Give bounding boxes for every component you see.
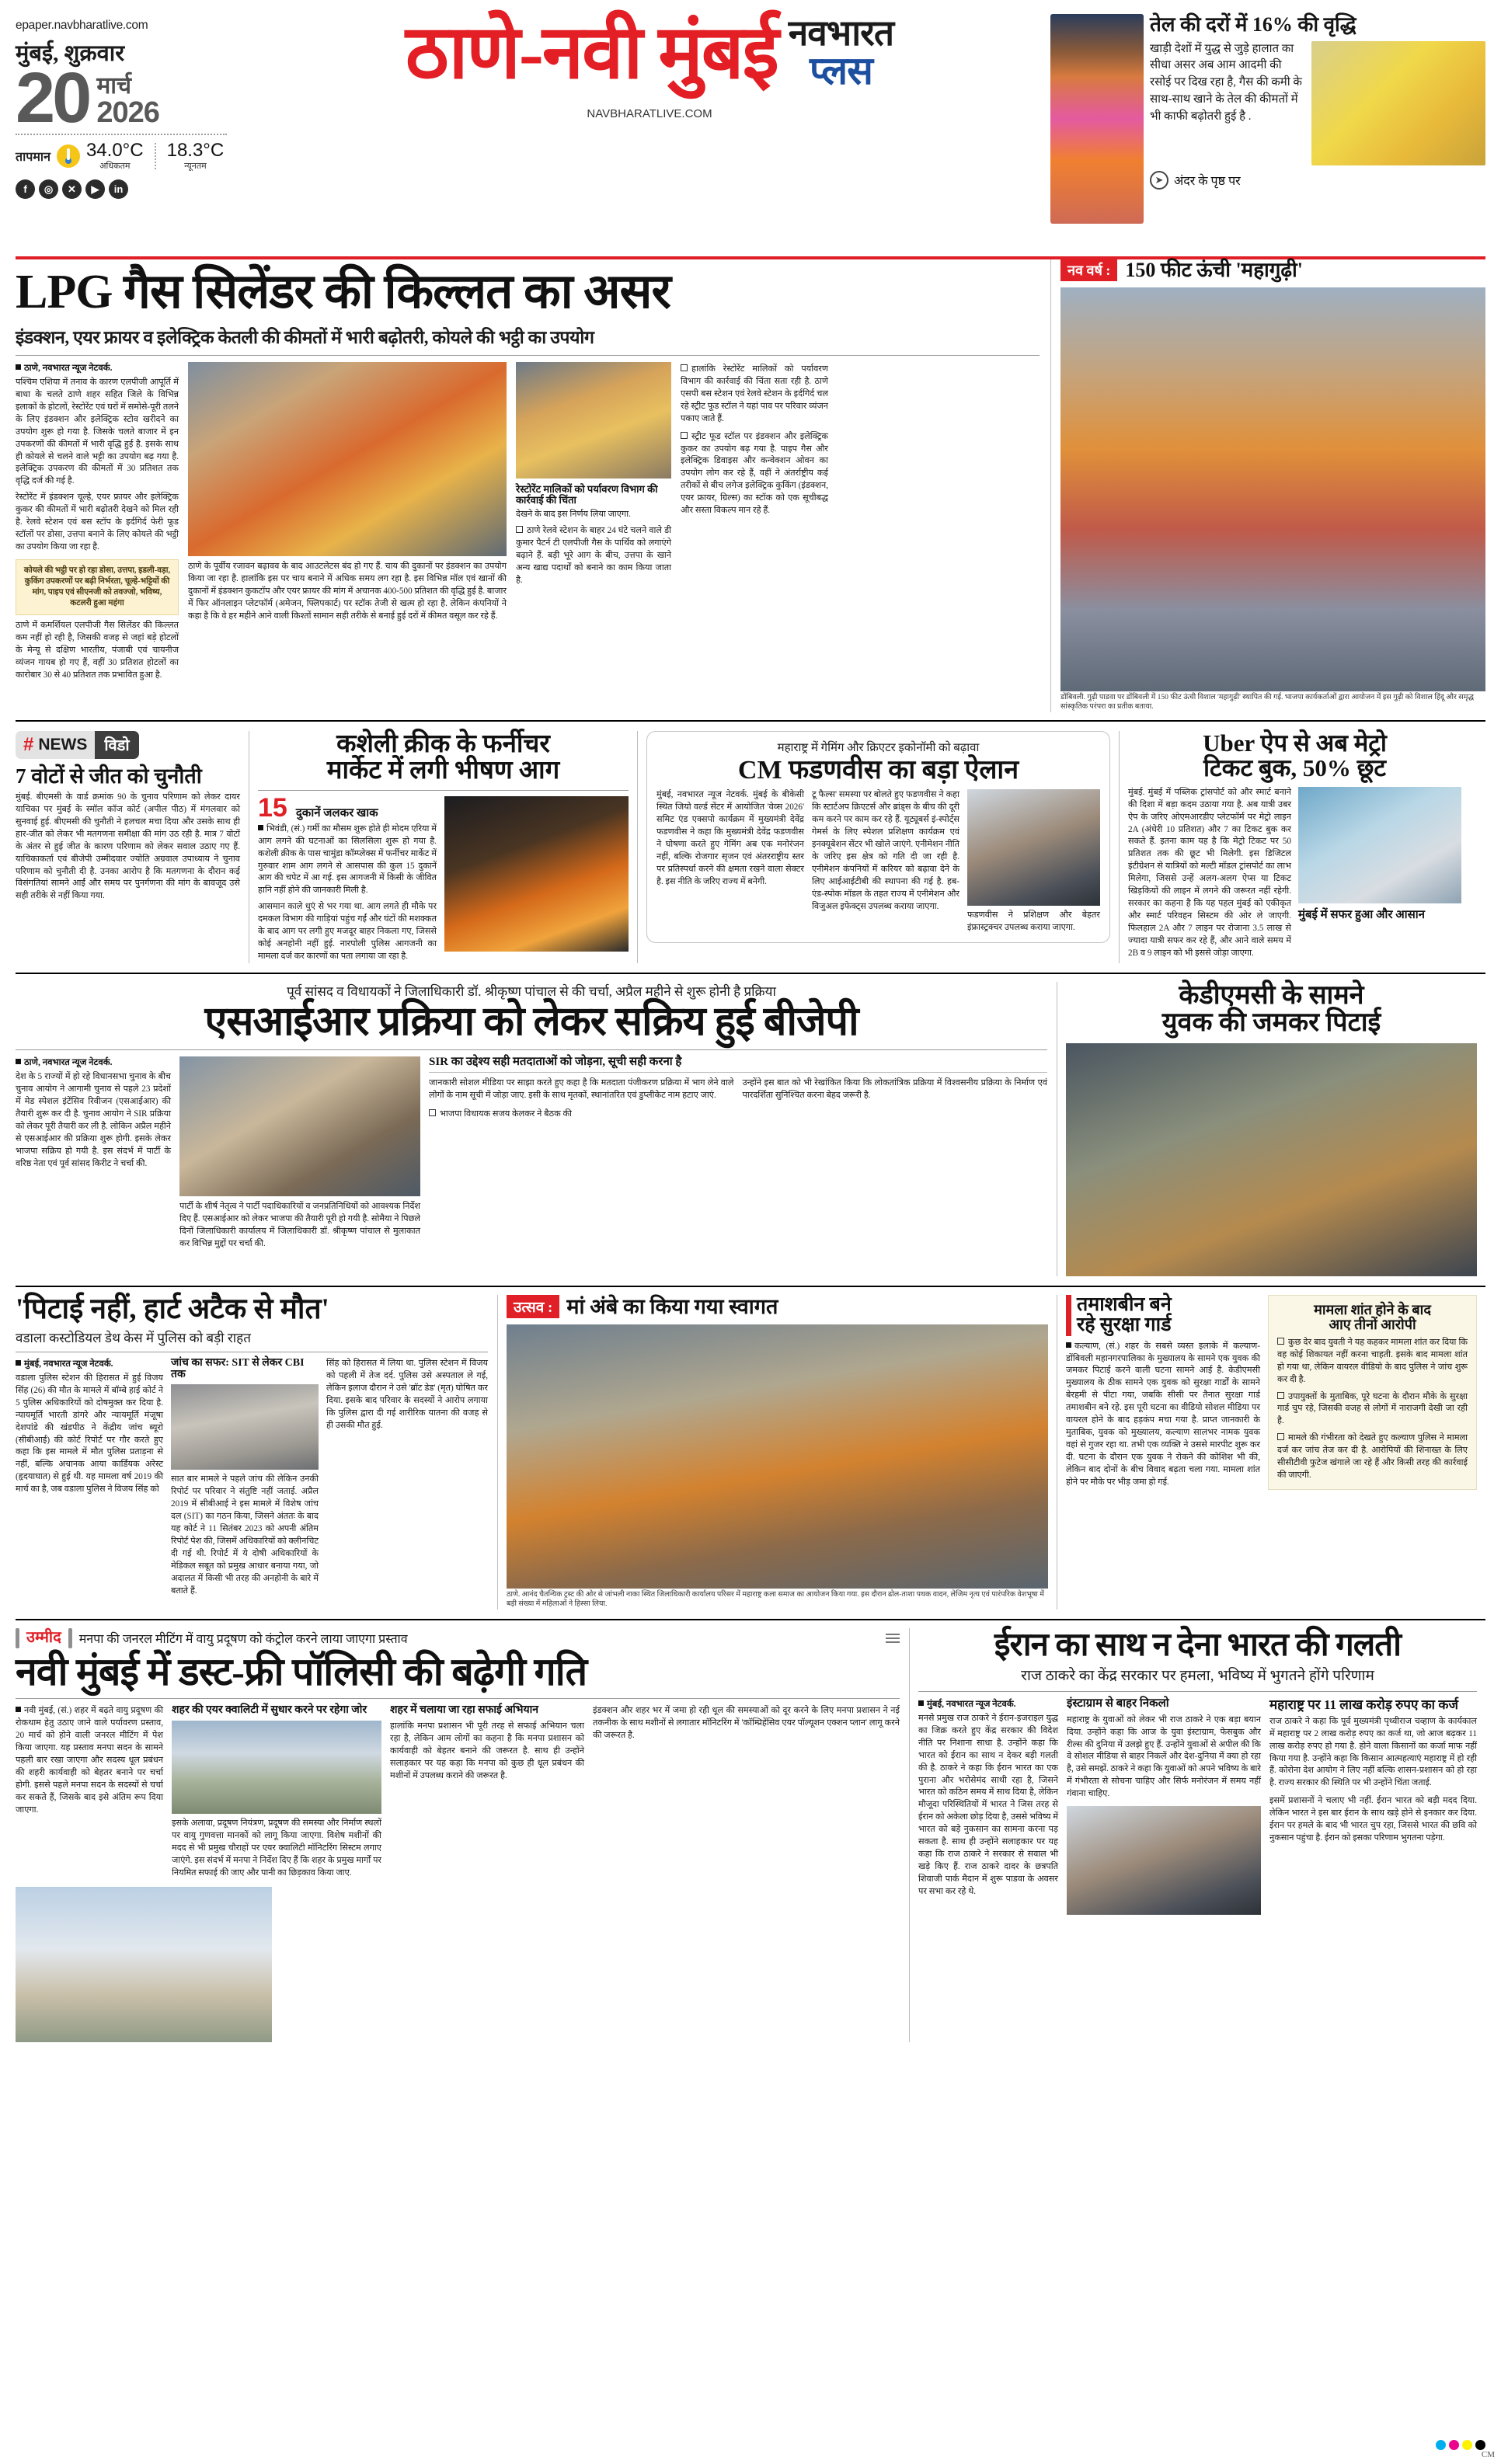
twitter-x-icon[interactable]: ✕ <box>62 179 82 199</box>
temperature-separator <box>155 143 156 169</box>
red-accent-bar <box>1066 1295 1071 1336</box>
heart-subhead: वडाला कस्टोडियल डेथ केस में पुलिस को बड़ी राहत <box>16 1330 251 1345</box>
hash-icon: # <box>23 733 34 755</box>
fourth-band <box>0 1295 1501 1610</box>
fire-body2: आसमान काले धुएं से भर गया था. आग लगते ही मौके पर दमकल विभाग की गाड़ियां पहुंच गईं और घंटों की मशक्कत के बाद आग पर लगी हुए मजदूर बाहर निकला गए, जिससे कोई अनहोनी नहीं हुई. नारपोली पुलिस आगजनी का मामला दर्ज कर कारणों का पता लगाया जा रहा है. <box>258 902 437 961</box>
news-video-body: मुंबई. बीएमसी के वार्ड क्रमांक 90 के चुनाव परिणाम को लेकर दायर याचिका पर मुंबई के स्मॉल कॉज कोर्ट (अपील पीठ) में मंगलवार को सुनवाई हुई. बीएमसी की चुनौती ने हलचल मचा दिया और उसके साथ ही हार-जीत को लेकर भी मतगणना समीक्षा की मांग उठ रही है. मात्र 7 वोटों के अंतर से हुई जीत के कारण परिणाम को लेकर सवाल उठाए गए हैं. याचिकाकर्ता एवं बीजेपी उम्मीदवार ज्योति अग्रवाल उपाध्याय ने चुनाव परिणाम को चुनौती दी है. उनका आरोप है कि मतगणना के दौरान कई विसंगतियां सामने आईं और समय पर पुनर्गणना की मांग के बावजूद उसे सही तरीके से नहीं किया गया. <box>16 792 240 901</box>
lead-bullet-2: हालांकि रेस्टोरेंट मालिकों को पर्यावरण विभाग की कार्रवाई की चिंता सता रही है. ठाणे एसपी बस स्टेशन एवं रेलवे स्टेशन के इर्दगिर्द चल रहे स्ट्रीट फूड स्टॉल ने यहां पाव पर परिवार व्यंजन पकाए जाते हैं. <box>681 364 828 423</box>
temperature-max-label: अधिकतम <box>99 162 131 172</box>
bullet-square-icon <box>16 364 21 370</box>
bullet-square-icon-heart <box>16 1360 21 1366</box>
masthead-logo <box>249 11 1050 120</box>
temperature-row <box>16 140 249 172</box>
lead-col-4 <box>681 362 828 682</box>
date-year: 2026 <box>96 96 159 130</box>
lead-story <box>0 259 1501 712</box>
heart-col1: वडाला पुलिस स्टेशन की हिरासत में हुई विजय सिंह (26) की मौत के मामले में बॉम्बे हाई कोर्ट ने 5 पुलिस अधिकारियों को दोषमुक्त कर दिया है. न्यायमूर्ति भारती डांगरे और न्यायमूर्ति मंजूषा देशपांडे की खंडपीठ ने केंद्रीय जांच ब्यूरो (सीबीआई) की कोर्ट रिपोर्ट पर गौर करते हुए कहा कि इस मामले में मौत पुलिस प्रताड़ना से नहीं, बल्कि अचानक आया कार्डियक अरेस्ट (हृदयाघात) से हुई थी. यह मामला वर्ष 2019 की मार्च का है, जब वडाला पुलिस ने विजय सिंह को <box>16 1373 163 1495</box>
second-band <box>0 731 1501 963</box>
brand-block <box>788 13 894 92</box>
uber-headline-line2: टिकट बुक, 50% छूट <box>1203 754 1386 782</box>
dust-col3-head: शहर में चलाया जा रहा सफाई अभियान <box>390 1704 539 1717</box>
nav-varsh-story <box>1050 259 1485 712</box>
dust-photo-building <box>16 1887 272 2042</box>
dust-photo-city <box>172 1721 381 1814</box>
raj-thackeray-photo <box>1067 1806 1261 1915</box>
fire-story <box>249 731 637 963</box>
lead-infobox: कोयले की भट्ठी पर हो रहा डोसा, उत्तपा, इडली-वड़ा, कुकिंग उपकरणों पर बढ़ी निर्भरता, चूल्हे-भट्टियों की मांग, पाइप एवं सीएनजी को तवज्जो, भविष्य, कटलरी हुआ महंगा <box>16 559 179 616</box>
news-video-headline: 7 वोटों से जीत को चुनौती <box>16 764 202 788</box>
checkbox-icon-acc2 <box>1277 1392 1284 1399</box>
dust-tag: उम्मीद <box>26 1629 61 1647</box>
sir-box-b2: उन्होंने इस बात को भी रेखांकित किया कि लोकतांत्रिक प्रक्रिया में विश्वसनीय प्रक्रिया के निर्माण एवं पारदर्शिता सुनिश्चित करना बेहद जरूरी है. <box>742 1078 1047 1100</box>
dust-col2: इसके अलावा, प्रदूषण नियंत्रण, प्रदूषण की समस्या और निर्माण स्थलों पर वायु गुणवत्ता मानकों को लागू किया जाएगा. विशेष मशीनों की मदद से भी प्रमुख चौराहों पर एयर क्वालिटी मॉनिटरिंग सिस्टम लगाए जाएंगे. इस संदर्भ में मनपा ने निर्देश दिए हैं कि शहर के प्रमुख मार्गों पर नियमित सफाई की जाए और पानी का छिड़काव किया जाए. <box>172 1818 381 1878</box>
third-band <box>0 982 1501 1276</box>
accused-item-3: मामले की गंभीरता को देखते हुए कल्याण पुलिस ने मामला दर्ज कर जांच तेज कर दी है. आरोपियों की शिनाख्त के लिए सीसीटीवी फुटेज खंगाले जा रहे हैं और किसी तरह की कार्रवाई की जाएगी. <box>1277 1433 1468 1480</box>
temperature-min-label: न्यूनतम <box>184 162 207 172</box>
kdmc-story <box>1057 982 1485 1276</box>
city-and-day: मुंबई, शुक्रवार <box>16 41 125 66</box>
tamashbeen-headline-line2: रहे सुरक्षा गार्ड <box>1077 1314 1172 1336</box>
lead-col-1 <box>16 362 179 682</box>
lead-col1b-text: रेस्टोरेंट में इंडक्शन चूल्हे, एयर फ्रायर और इलेक्ट्रिक कुकर की कीमतों में भारी बढ़ोतरी देखने को मिल रही है. रेलवे स्टेशन एवं बस स्टॉप के इर्दगिर्द फेरी फूड स्टॉलों पर डोसा, उत्तपा बनाने के लिए कोयले की भट्ठी का उपयोग किया जा रहा है. <box>16 492 179 552</box>
bjp-bullet-1: भाजपा विधायक सजय केलकर ने बैठक की <box>429 1108 1047 1121</box>
divider-after-band4 <box>16 1619 1485 1620</box>
accused-title-line1: मामला शांत होने के बाद <box>1314 1302 1431 1318</box>
lead-bullet-1: ठाणे रेलवे स्टेशन के बाहर 24 घंटे चलने वाले डी कुमार पैटर्न टी एलपीजी गैस के पार्थिव को लगाएंगे बढ़ाने हैं. बड़ी भूरे आग के बीच, उत्तपा के खाने अन्य खाद्य पदार्थों को बनाने का काम किया जाता है. <box>516 526 671 585</box>
bjp-headline: एसआईआर प्रक्रिया को लेकर सक्रिय हुई बीजेपी <box>204 999 858 1044</box>
loan-body: राज ठाकरे ने कहा कि पूर्व मुख्यमंत्री पृथ्वीराज चव्हाण के कार्यकाल में महाराष्ट्र पर 2 लाख करोड़ रुपए का कर्ज था, जो आज बढ़कर 11 लाख करोड़ रुपए हो गया है. होने वाला किसानों का कर्जा माफ नहीं किया गया है. उन्होंने कहा कि किसान आत्महत्याएं महाराष्ट्र में हो रही हैं. कोरोना देश आयोग ने लिए नहीं बल्कि शासन-प्रशासन को हो रहा है. राज्य सरकार की स्थिति पर भी उन्होंने चिंता जताई. <box>1269 1716 1477 1788</box>
bjp-col2: पार्टी के शीर्ष नेतृत्व ने पार्टी पदाधिकारियों व जनप्रतिनिधियों को आवश्यक निर्देश दिए हैं. एसआईआर को लेकर भाजपा की तैयारी पूरी हो गयी है. सोमैया ने पिछले दिनों जिलाधिकारी कार्यालय में जिलाधिकारी डॉ. श्रीकृष्ण पांचाल से मुलाकात कर विभिन्न मुद्दों पर चर्चा की. <box>179 1202 420 1249</box>
heart-headline: 'पिटाई नहीं, हार्ट अटैक से मौत' <box>16 1293 329 1326</box>
sit-photo <box>171 1384 319 1470</box>
lead-photo-col <box>188 362 507 682</box>
cmyk-registration-marks <box>1436 2440 1485 2450</box>
bullet-square-icon-fire <box>258 825 263 830</box>
inside-ref-text: अंदर के पृष्ठ पर <box>1174 174 1241 188</box>
date-block <box>16 58 249 137</box>
inside-page-reference[interactable] <box>1150 171 1485 190</box>
uber-story <box>1119 731 1470 963</box>
nav-varsh-photo <box>1060 287 1485 691</box>
temperature-label: तापमान <box>16 150 50 164</box>
bjp-byline: ठाणे, नवभारत न्यूज नेटवर्क. <box>16 1056 171 1068</box>
cyan-dot <box>1436 2440 1446 2450</box>
uber-body: मुंबई. मुंबई में पब्लिक ट्रांसपोर्ट को और स्मार्ट बनाने की दिशा में बड़ा कदम उठाया गया है. अब यात्री उबर ऐप के जरिए ओएमआरडीए प्लेटफॉर्म पर मेट्रो लाइन 2A (अंधेरी 10 प्रतिशत) और 7 का टिकट बुक कर सकते हैं. इतना काम यह है कि मेट्रो टिकट पर 50 प्रतिशत तक की छूट भी मिलेगी. इस डिजिटल इंटीग्रेशन से यात्रियों को मल्टी मॉडल ट्रांसपोर्ट का लाभ मिलेगा, जिससे उन्हें अलग-अलग ऐप्स या टिकट खिड़कियों की लाइन में लगने की जरूरत नहीं रहेगी. सरकार का कहना है कि यह पहल मुंबई को एकीकृत और स्मार्ट परिवहन सिस्टम की ओर ले जाएगी. फिलहाल 2A और 7 लाइन पर रोजाना 3.5 लाख से ज्यादा यात्री सफर कर रहे हैं, और आने वाले समय में 2B व 9 लाइन को भी इससे जोड़ा जाएगा. <box>1128 787 1291 958</box>
kdmc-headline-line1: केडीएमसी के सामने <box>1179 980 1364 1010</box>
fire-divider <box>258 790 629 791</box>
lead-col3-text: ठाणे के पूर्वीय रजावन बढ़ावव के बाद आउटलेटस बंद हो गए हैं. चाय की दुकानों पर इंडक्शन का उपयोग किया जा रहा है. हालांकि इस पर चाय बनाने में अधिक समय लग रहा है. इस विभिन्न मॉल एवं खानों की दुकानों में इंडक्शन कुकटॉप और एयर फ्रायर की मांग में अचानक 400-500 प्रतिशत की वृद्धि हुई है. बाजार में फिर ऑनलाइन प्लेटफॉर्म (अमेजन, फ्लिपकार्ट) पर स्टॉक तेजी से खत्म हो रहा है. लेकिन कंपनियों ने कहा है कि वे हर महीने आने वाली किश्तों सामान सही तरीके से बनाई हुई दरों में कीमत वसूल कर रहे हैं. <box>188 562 507 621</box>
bullet-square-icon-bjp <box>16 1059 21 1064</box>
sir-box-b1: जानकारी सोशल मीडिया पर साझा करते हुए कहा है कि मतदाता पंजीकरण प्रक्रिया में भाग लेने वाले लोगों के नाम सूची में जोड़ा जाए. इसी के साथ मृतकों, स्थानांतरित एवं डुप्लीकेट नाम हटाए जाएं. <box>429 1078 734 1100</box>
black-dot <box>1475 2440 1485 2450</box>
news-badge-left <box>16 731 95 759</box>
heart-byline: मुंबई, नवभारत न्यूज नेटवर्क. <box>16 1358 163 1369</box>
epaper-url[interactable]: epaper.navbharatlive.com <box>16 19 148 32</box>
checkbox-icon <box>516 526 523 533</box>
fire-shop-count: 15 <box>258 793 287 823</box>
dust-divider <box>16 1698 900 1699</box>
cm-col3: फडणवीस ने प्रशिक्षण और बेहतर इंफ्रास्ट्रक्चर उपलब्ध कराया जाएगा. <box>967 910 1100 933</box>
lead-byline: ठाणे, नवभारत न्यूज नेटवर्क. <box>16 362 179 374</box>
temperature-min: 18.3°C <box>166 140 225 162</box>
linkedin-icon[interactable]: in <box>109 179 128 199</box>
masthead-left-info <box>16 11 249 199</box>
utsav-story <box>497 1295 1057 1610</box>
lead-photo-snacks <box>516 362 671 479</box>
youtube-icon[interactable]: ▶ <box>85 179 105 199</box>
grey-accent-bar-left <box>16 1628 19 1648</box>
news-video-story <box>16 731 249 963</box>
news-badge-text: NEWS <box>38 735 88 753</box>
fire-photo <box>444 796 629 952</box>
checkbox-icon-2 <box>681 364 688 371</box>
dust-col3: हालांकि मनपा प्रशासन भी पूरी तरह से सफाई अभियान चला रहा है, लेकिन आम लोगों का कहना है कि मनपा प्रशासन को कार्यवाही को बेहतर बनाने की जरूरत है. साथ ही उन्होंने सलाहकार पर यह कहा कि मनपा को कुछ ही धूल प्रबंधन की मशीनों में उपलब्ध कराने की जरूरत है. <box>390 1721 584 1780</box>
iran-col1: मनसे प्रमुख राज ठाकरे ने ईरान-इजराइल युद्ध का जिक्र करते हुए केंद्र सरकार की विदेश नीति पर निशाना साधा है. उन्होंने कहा कि भारत को ईरान का साथ न देकर बड़ी गलती की है. ठाकरे ने कहा कि ईरान भारत का एक पुराना और भरोसेमंद साथी रहा है, जिसने भारत को कठिन समय में साथ दिया है, लेकिन मौजूदा परिस्थितियों में भारत ने जिस तरह से ईरान को अकेला छोड़ दिया है, उससे भविष्य में भारत को बड़े नुकसान का सामना करना पड़ सकता है. साथ ही उन्होंने सलाहकार पर यह कहा कि राज ठाकरे ने सरकार से सवाल भी खड़े किए हैं. राज ठाकरे दादर के छत्रपति शिवाजी पार्क मैदान में शुरू पाडवा के अवसर पर सभा कर रहे थे. <box>918 1713 1058 1896</box>
bjp-divider <box>16 1049 1047 1050</box>
utsav-headline: मां अंबे का किया गया स्वागत <box>566 1294 778 1318</box>
lead-subheadline: इंडक्शन, एयर फ्रायर व इलेक्ट्रिक केतली की कीमतों में भारी बढ़ोतरी, कोयले की भट्ठी का उपयोग <box>16 328 594 348</box>
uber-headline-line1: Uber ऐप से अब मेट्रो <box>1203 729 1387 757</box>
lead-photo-kitchen <box>188 362 507 556</box>
cm-col2: टू फैल्स' समस्या पर बोलते हुए फडणवीस ने कहा कि स्टार्टअप क्रिएटर्स और ब्रांड्स के बीच की दूरी कम करने पर काम कर रहे हैं. यूट्यूबर्स इं-स्पोर्ट्स गेमर्स के लिए स्पेशल प्रशिक्षण कार्यक्रम एवं इनक्यूबेशन सेंटर भी खोले जाएंगे. एनीमेशन नीति के जरिए इस क्षेत्र को गति दी जा रही है. एनीमेशन कंपनियों में करियर को बढ़ावा देने के लिए आईआईटीबी की स्थापना की गई है. हब-एंड-स्पोक मॉडल के तहत राज्य में एनीमेशन और विजुअल इफेक्ट्स उपलब्ध कराया जाएगा. <box>812 790 959 911</box>
temperature-max: 34.0°C <box>85 140 144 162</box>
uber-photo <box>1298 787 1461 903</box>
brand-plus: प्लस <box>809 49 872 92</box>
facebook-icon[interactable]: f <box>16 179 35 199</box>
accused-box <box>1268 1295 1477 1490</box>
bullet-square-icon-iran <box>918 1700 924 1706</box>
oil-bottles-photo <box>1311 41 1485 165</box>
lead-col1-text: पश्चिम एशिया में तनाव के कारण एलपीजी आपूर्ति में बाधा के चलते ठाणे शहर सहित जिले के विभिन्न इलाकों के होटलों, रेस्टोरेंट एवं घरों में समोसे-पूरी तलने के लिए इंडक्शन और इलेक्ट्रिक स्टोव खरीदने का उपयोग शुरू हो गया है. जिसके चलते बाजार में इन उपकरणों की कीमतों में भारी वृद्धि हुई है. इसके साथ ही कोयले से चलने वाले भट्टी का उपयोग बढ़ गया है. इलेक्ट्रिक उपकरण की कीमतों में 30 प्रतिशत तक वृद्धि दर्ज की गई है. <box>16 378 179 486</box>
magenta-dot <box>1449 2440 1459 2450</box>
nav-varsh-caption: डोंबिवली. गुढ़ी पाडवा पर डोंबिवली में 150 फीट ऊंची विशाल 'महागुढ़ी' स्थापित की गई. भाजपा कार्यकर्ताओं द्वारा आयोजन में इस गुढ़ी को विशाल हिंदू और समृद्ध सांस्कृतिक परंपरा का प्रतीक बताया. <box>1060 694 1474 711</box>
kdmc-headline-line2: युवक की जमकर पिटाई <box>1161 1008 1381 1038</box>
checkbox-icon-acc1 <box>1277 1338 1284 1345</box>
page-marker: CM <box>1481 2450 1495 2459</box>
bjp-kicker: पूर्व सांसद व विधायकों ने जिलाधिकारी डॉ. श्रीकृष्ण पांचाल से की चर्चा, अप्रैल महीने से शुरू होनी है प्रक्रिया <box>287 983 776 999</box>
fire-headline-line1: कशेली क्रीक के फर्नीचर <box>336 729 550 758</box>
kdmc-photo <box>1066 1043 1477 1276</box>
utsav-tag: उत्सव : <box>507 1295 559 1318</box>
nav-varsh-tag: नव वर्ष : <box>1060 259 1117 281</box>
thermometer-icon <box>57 144 80 168</box>
bjp-story <box>16 982 1057 1276</box>
divider-after-band3 <box>16 1286 1485 1287</box>
instagram-icon[interactable]: ◎ <box>39 179 58 199</box>
heart-col3: सिंह को हिरासत में लिया था. पुलिस स्टेशन में विजय को पहली में तेज दर्द. पुलिस उसे अस्पताल ले गई, लेकिन इलाज दौरान ने उसे 'ब्रॉट डेड' (मृत) घोषित कर दिया. इसके बाद परिवार के सदस्यों ने आरोप लगाया कि पुलिस द्वारा दी गई शारीरिक यातना की वजह से ही उसकी मौत हुई. <box>326 1358 488 1430</box>
tamashbeen-body: कल्याण, (सं.) शहर के सबसे व्यस्त इलाके में कल्याण-डोंबिवली महानगरपालिका के मुख्यालय के सामने एक युवक की जमकर पिटाई करने वाली घटना सामने आई है. केडीएमसी मुख्यालय के ठीक सामने एक युवक को सुरक्षा गार्डों के सामने बेरहमी से पीटा गया, जबकि सीसी पर तैनात सुरक्षा गार्ड तमाशबीन बने रहे. इस पूरी घटना का वीडियो सोशल मीडिया पर वायरल होने के बाद हड़कंप मचा गया है. प्राप्त जानकारी के मुताबिक, युवक को मुख्यालय, कल्याण सालभर नामक युवक वहां से गुजर रहा था. तभी एक व्यक्ति ने उससे मारपीट शुरू कर दी. घटना के दौरान एक युवक ने रोकने की कोशिश भी की, लेकिन बाद दोनों के बीच विवाद बढ़ता चला गया. मामला शांत होने पर मौके पर भीड़ जमा हो गई. <box>1066 1341 1260 1487</box>
fire-byline-text: भिवंडी, (सं.) गर्मी का मौसम शुरू होते ही मोदम एरिया में आग लगने की घटनाओं का सिलसिला शुरू हो गया है. कशेली क्रीक के पास चामुंडा कॉम्प्लेक्स में फर्नीचर मार्केट में गुरुवार शाम आग लगने से आसपास की कुल 15 दुकानें आग की चपेट में आ गई. इस आगजनी में किसी के जीवित हानि नहीं होने की जानकारी मिली है. <box>258 823 437 896</box>
insta-head: इंस्टाग्राम से बाहर निकलो <box>1067 1697 1169 1710</box>
yellow-dot <box>1462 2440 1472 2450</box>
cm-headline: CM फडणवीस का बड़ा ऐलान <box>737 755 1019 785</box>
checkbox-icon-bjp1 <box>429 1109 436 1116</box>
iran-col-right: इसमें प्रशासनों ने चलाए भी नहीं. ईरान भारत को बड़ी मदद दिया. लेकिन भारत ने इस बार ईरान के साथ खड़े होने से इनकार कर दिया. ईरान पर हमले के बाद भी भारत चुप रहा, जिससे भारत की छवि को नुकसान पहुंचा है. ईरान को इसका परिणाम भुगतना पड़ेगा. <box>1269 1796 1477 1843</box>
oil-headline: तेल की दरों में 16% की वृद्धि <box>1150 13 1356 36</box>
sir-box-title: SIR का उद्देश्य सही मतदाताओं को जोड़ना, सूची सही करना है <box>429 1056 1047 1073</box>
fifth-band <box>0 1628 1501 2042</box>
gudhi-photo <box>1050 14 1144 224</box>
grey-accent-bar-right <box>68 1628 72 1648</box>
lead-bullet-3: स्ट्रीट फूड स्टॉल पर इंडक्शन और इलेक्ट्रिक कुकर का उपयोग बढ़ गया है. पाइप गैस और इलेक्ट्रिक डिवाइस और कन्वेक्शन ओवन का उपयोग लोग कर रहे हैं, वहीं ने अंतर्राष्ट्रीय कई तरीकों से बीच लगेज इलेक्ट्रिक कुकिंग (इंडक्शन, एयर फ्रायर, ग्रिल्स) का स्टॉक को एक सूचीबद्ध और सस्ता विकल्प मान रहे हैं. <box>681 431 828 516</box>
bullet-square-icon-tam <box>1066 1342 1071 1348</box>
news-video-badge[interactable] <box>16 731 139 759</box>
iran-byline: मुंबई, नवभारत न्यूज नेटवर्क. <box>918 1698 1058 1710</box>
fire-headline-line2: मार्केट में लगी भीषण आग <box>326 757 560 785</box>
accused-item-2: उपायुक्तों के मुताबिक, पूरे घटना के दौरान मौके के सुरक्षा गार्ड चुप रहे, जिसकी वजह से लोगों में नाराजगी देखी जा रही है. <box>1277 1391 1468 1426</box>
loan-head: महाराष्ट्र पर 11 लाख करोड़ रुपए का कर्ज <box>1269 1697 1458 1712</box>
cm-kicker: महाराष्ट्र में गेमिंग और क्रिएटर इकोनॉमी को बढ़ावा <box>777 741 980 754</box>
lead-col4-intro: देखने के बाद इस निर्णय लिया जाएगा. <box>516 510 631 520</box>
cm-story-box <box>646 731 1110 944</box>
oil-body: खाड़ी देशों में युद्ध से जुड़े हालात का सीधा असर अब आम आदमी की रसोई पर दिख रहा है, गैस की कमी के साथ-साथ खाने के तेल की कीमतों में भी काफी बढ़ोतरी हुई है . <box>1150 42 1302 123</box>
dust-col4: इंडक्शन और शहर भर में जमा हो रही धूल की समस्याओं को दूर करने के लिए मनपा प्रशासन ने नई तकनीक के साथ मशीनों से लगातार मॉनिटरिंग में 'कॉम्प्रिहेंसिव एयर पॉल्यूशन एक्शन प्लान' लागू करने की जरूरत है. <box>593 1706 900 1741</box>
lead-col1c-text: ठाणे में कमर्शियल एलपीजी गैस सिलेंडर की किल्लत कम नहीं हो रही है, जिसकी वजह से जहां बड़े होटलों के मेन्यू से दक्षिण भारतीय, पंजाबी एवं चायनीज व्यंजन गायब हो गए हैं, वहीं 30 प्रतिशत होटलों का कारोबार 30 से 40 प्रतिशत तक प्रभावित हुआ है. <box>16 621 179 680</box>
checkbox-icon-acc3 <box>1277 1433 1284 1440</box>
dust-headline: नवी मुंबई में डस्ट-फ्री पॉलिसी की बढ़ेगी गति <box>16 1649 587 1693</box>
uber-pullquote: मुंबई में सफर हुआ और आसान <box>1298 908 1425 921</box>
iran-subhead: राज ठाकरे का केंद्र सरकार पर हमला, भविष्य में भुगतने होंगे परिणाम <box>1021 1667 1374 1684</box>
bjp-photo <box>179 1056 420 1196</box>
heart-attack-story <box>16 1295 497 1610</box>
checkbox-icon-3 <box>681 432 688 439</box>
utsav-photo <box>507 1324 1048 1589</box>
social-links[interactable] <box>16 179 249 199</box>
divider-after-lead <box>16 720 1485 722</box>
iran-divider <box>918 1691 1477 1692</box>
lead-col4-head: रेस्टोरेंट मालिकों को पर्यावरण विभाग की कार्रवाई की चिंता <box>516 483 658 506</box>
date-month: मार्च <box>96 73 132 99</box>
sit-body: सात बार मामले ने पहले जांच की लेकिन उनकी रिपोर्ट पर परिवार ने संतुष्टि नहीं जताई. अप्रैल 2019 में सीबीआई ने इस मामले में विशेष जांच दल (SIT) का गठन किया, जिसने अंततः के बाद यह कोर्ट ने 11 सितंबर 2023 को अपनी अंतिम रिपोर्ट पेश की, जिसमें अधिकारियों को क्लीनचिट दी गई थी. रिपोर्ट में ये दोषी अधिकारियों के मेडिकल सबूत को प्रमुख आधार बनाया गया, जो अदालत में किसी भी तरह की अनहोनी के बारे में बताते हैं. <box>171 1474 319 1596</box>
divider-after-band2 <box>16 973 1485 974</box>
lead-headline: LPG गैस सिलेंडर की किल्लत का असर <box>16 266 670 318</box>
arrow-icon: ➤ <box>1150 171 1168 190</box>
iran-story <box>909 1628 1485 2042</box>
accused-title-line2: आए तीनों आरोपी <box>1329 1317 1416 1333</box>
oil-price-box <box>1050 11 1485 224</box>
cm-col1: मुंबई, नवभारत न्यूज नेटवर्क. मुंबई के बीकेसी स्थित जियो वर्ल्ड सेंटर में आयोजित 'वेव्स 2026' समिट एंड एक्सपो कार्यक्रम में मुख्यमंत्री देवेंद्र फडणवीस ने कहा कि मुख्यमंत्री देवेंद्र फडणवीस ने घोषणा करते हुए गेमिंग अब एक मनोरंजन नहीं, बल्कि रोजगार सृजन एवं अंतरराष्ट्रीय स्तर पर प्रतिस्पर्धा करने की क्षमता रखने वाला सेक्टर है. इस नीति के जरिए राज्य में बनेगी. <box>656 790 804 886</box>
menu-icon[interactable] <box>886 1631 900 1645</box>
utsav-caption: ठाणे. आनंद चैतन्यिक ट्रस्ट की ओर से जांभली नाका स्थित जिलाधिकारी कार्यालय परिसर में महाराष्ट्र कला समाज का आयोजन किया गया. इस दौरान ढोल-ताशा पथक वादन, लेजिम नृत्य एवं पारंपरिक वेशभूषा में बड़ी संख्या में महिलाओं ने हिस्सा लिया. <box>507 1591 1044 1608</box>
nav-varsh-headline: 150 फीट ऊंची 'महागुढ़ी' <box>1125 259 1303 282</box>
dust-free-story <box>16 1628 909 2042</box>
lead-divider <box>16 355 1040 356</box>
tamashbeen-story <box>1057 1295 1485 1610</box>
brand-navbharat: नवभारत <box>788 13 894 53</box>
iran-headline: ईरान का साथ न देना भारत की गलती <box>994 1627 1402 1663</box>
bjp-col1: देश के 5 राज्यों में हो रहे विधानसभा चुनाव के बीच चुनाव आयोग ने आगामी चुनाव से पहले 23 प्रदेशों में मेड स्पेशल इंटेंसिव रिवीजन (एसआईआर) की तैयारी शुरू कर दी है. चुनाव आयोग ने SIR प्रक्रिया को लेकर पूरी तैयारी कर ली है. लोकिन अप्रैल महीने से एसआईआर की प्रक्रिया शुरू होगी. इसके लेकर भाजपा सक्रिय हो गयी है. इस संदर्भ में पार्टी के वरिष्ठ नेता एवं पूर्व सांसद किरीट ने चर्चा की. <box>16 1072 171 1168</box>
cm-story <box>637 731 1119 963</box>
newspaper-title: ठाणे-नवी मुंबई <box>405 11 778 94</box>
masthead <box>0 0 1501 256</box>
website-url[interactable]: NAVBHARATLIVE.COM <box>587 107 712 120</box>
accused-item-1: कुछ देर बाद युवती ने यह कहकर मामला शांत कर दिया कि वह कोई शिकायत नहीं करना चाहती. इसके बाद मामला शांत हो गया था, लेकिन वायरल वीडियो के बाद पुलिस ने जांच शुरू कर दी है. <box>1277 1337 1468 1384</box>
cm-photo <box>967 789 1100 906</box>
lead-col-3 <box>516 362 671 682</box>
tamashbeen-headline-line1: तमाशबीन बने <box>1077 1294 1172 1316</box>
video-badge-text[interactable]: विडो <box>95 731 138 759</box>
dust-kicker: मनपा की जनरल मीटिंग में वायु प्रदूषण को कंट्रोल करने लाया जाएगा प्रस्ताव <box>78 1632 408 1646</box>
bullet-square-icon-dust <box>16 1707 21 1712</box>
insta-body: महाराष्ट्र के युवाओं को लेकर भी राज ठाकरे ने एक बड़ा बयान दिया. उन्होंने कहा कि आज के युवा इंस्टाग्राम, फेसबुक और रील्स की दुनिया में उलझे हुए हैं. उन्होंने युवाओं से अपील की कि वे सोशल मीडिया से बाहर निकलें और देश-दुनिया में क्या हो रहा है, उसे समझें. ठाकरे ने कहा कि युवाओं को अपने भविष्य के बारे में गंभीरता से सोचना चाहिए और सिर्फ मनोरंजन में समय नहीं गंवाना चाहिए. <box>1067 1714 1261 1799</box>
date-day: 20 <box>16 58 89 137</box>
fire-count-label: दुकानें जलकर खाक <box>295 807 378 820</box>
dust-col2-head: शहर की एयर क्वालिटी में सुधार करने पर रहेगा जोर <box>172 1704 367 1717</box>
dust-byline: नवी मुंबई, (सं.) शहर में बढ़ते वायु प्रदूषण की रोकथाम हेतु उठाए जाने वाले पर्यावरण प्रस्ताव, 20 मार्च को होने वाली जनरल मीटिंग में पेश किया जाएगा. यह प्रस्ताव मनपा सदन के सामने पहली बार रखा जाएगा और सदस्य धूल प्रबंधन की शहरी कार्यवाही को बेहतर बनाने पर चर्चा होगी. इससे पहले मनपा सदन के सदस्यों से चर्चा कर सकते हैं, जिसके बाद इसे अंतिम रूप दिया जाएगा. <box>16 1706 163 1815</box>
sit-title: जांच का सफर: SIT से लेकर CBI तक <box>171 1356 305 1380</box>
